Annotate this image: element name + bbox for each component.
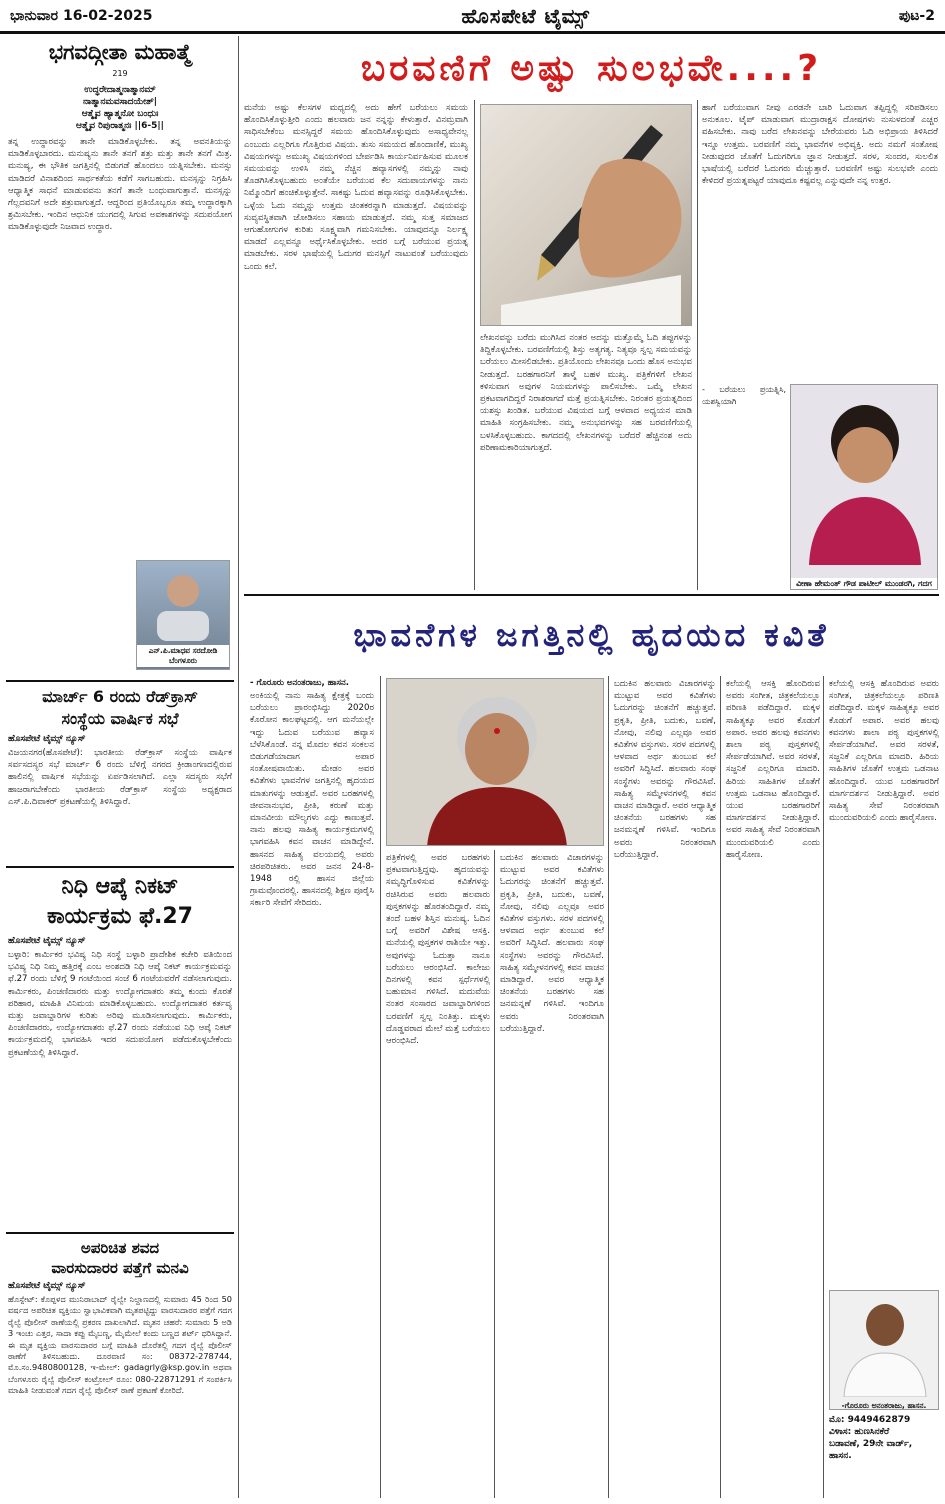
nidhi-title-line1: ನಿಧಿ ಆಪ್ಕೆ ನಿಕಟ್	[61, 874, 179, 899]
issue-date: ಭಾನುವಾರ 16-02-2025	[10, 7, 153, 24]
column-divider	[823, 676, 824, 1498]
article1-title: ಬರವಣಿಗೆ ಅಷ್ಟು ಸುಲಭವೇ....?	[360, 48, 823, 89]
article2-title: ಭಾವನೆಗಳ ಜಗತ್ತಿನಲ್ಲಿ ಹೃದಯದ ಕವಿತೆ	[353, 616, 830, 654]
article2-column-3: ಬದುಕಿನ ಹಲವಾರು ವಿಚಾರಗಳನ್ನು ಮುಟ್ಟುವ ಅವರ ಕವಿತೆಗಳು ಓದುಗರನ್ನು ಚಿಂತನೆಗೆ ಹಚ್ಚುತ್ತವೆ. ಪ್ರಕೃತಿ, ಪ್ರೀತಿ, ಬದುಕು, ಬವಣೆ, ನೋವು, ನಲಿವು ಎಲ್ಲವೂ ಅವರ ಕವಿತೆಗಳ ವಸ್ತುಗಳು. ಸರಳ ಪದಗಳಲ್ಲಿ ಆಳವಾದ ಅರ್ಥ ತುಂಬುವ ಕಲೆ ಅವರಿಗೆ ಸಿದ್ಧಿಸಿದೆ. ಹಲವಾರು ಸಂಘ ಸಂಸ್ಥೆಗಳು ಅವರನ್ನು ಗೌರವಿಸಿವೆ. ಸಾಹಿತ್ಯ ಸಮ್ಮೇಳನಗಳಲ್ಲಿ ಕವನ ವಾಚನ ಮಾಡಿದ್ದಾರೆ. ಅವರ ಆಧ್ಯಾತ್ಮಿಕ ಚಿಂತನೆಯ ಬರಹಗಳು ಸಹ ಜನಮನ್ನಣೆ ಗಳಿಸಿವೆ. ಇಂದಿಗೂ ಅವರು ನಿರಂತರವಾಗಿ ಬರೆಯುತ್ತಿದ್ದಾರೆ.	[614, 679, 716, 860]
nidhi-section	[8, 872, 232, 1212]
person-icon	[387, 679, 604, 846]
article1-column-3: ಹಾಗೆ ಬರೆಯುವಾಗ ನೀವು ಎರಡನೇ ಬಾರಿ ಓದುವಾಗ ತಪ್ಪಿದ್ದಲ್ಲಿ ಸರಿಪಡಿಸಲು ಅನುಕೂಲ. ಟೈಪ್ ಮಾಡುವಾಗ ಮುದ್ರಾರಾಕ್ಷಸ ದೋಷಗಳು ನುಸುಳದಂತೆ ಎಚ್ಚರ ವಹಿಸಬೇಕು. ನಾವು ಬರೆದ ಲೇಖನವನ್ನು ಬೇರೆಯವರು ಓದಿ ಅಭಿಪ್ರಾಯ ತಿಳಿಸಿದರೆ ಇನ್ನೂ ಉತ್ತಮ. ಬರವಣಿಗೆ ನಮ್ಮ ಭಾವನೆಗಳ ಅಭಿವ್ಯಕ್ತಿ. ಅದು ನಮಗೆ ಸಂತೋಷ ನೀಡುವುದರ ಜೊತೆಗೆ ಓದುಗರಿಗೂ ಜ್ಞಾನ ನೀಡುತ್ತದೆ. ಸರಳ, ಸುಂದರ, ಸುಲಲಿತ ಭಾಷೆಯಲ್ಲಿ ಬರೆದರೆ ಓದುಗರು ಮೆಚ್ಚುತ್ತಾರೆ. ಬರವಣಿಗೆ ಅಷ್ಟು ಸುಲಭವೇ ಎಂದು ಕೇಳಿದರೆ ಪ್ರಯತ್ನಪಟ್ಟರೆ ಯಾವುದೂ ಕಷ್ಟವಲ್ಲ ಎನ್ನುವುದೇ ನನ್ನ ಉತ್ತರ.	[702, 103, 938, 187]
pen-writing-icon	[481, 105, 692, 326]
gita-number: 219	[112, 69, 128, 78]
article1-column-1: ಮನೆಯ ಅಷ್ಟು ಕೆಲಸಗಳ ಮಧ್ಯದಲ್ಲಿ ಅದು ಹೇಗೆ ಬರೆಯಲು ಸಮಯ ಹೊಂದಿಸಿಕೊಳ್ಳುತ್ತೀರಿ ಎಂದು ಹಲವಾರು ಜನ ನನ್ನನ್ನು ಕೇಳುತ್ತಾರೆ. ವಿನಮ್ರವಾಗಿ ಸಾಧಿಸಬೇಕೆಂಬ ಮನಸ್ಸಿದ್ದರೆ ಸಮಯ ಹೊಂದಿಸಿಕೊಳ್ಳುವುದು ಅಸಾಧ್ಯವೇನಲ್ಲ ಎಂಬುದು ಎಲ್ಲರಿಗೂ ಗೊತ್ತಿರುವ ವಿಷಯ. ತುಸು ಸಮಯದ ಹೊಂದಾಣಿಕೆ, ಮುಖ್ಯ ವಿಷಯಗಳನ್ನು ಅಮುಖ್ಯ ವಿಷಯಗಳಿಂದ ಬೇರ್ಪಡಿಸಿ ಕಾರ್ಯನಿರ್ವಹಿಸುವ ಮೂಲಕ ಸಮಯವನ್ನು ಉಳಿಸಿ ನಮ್ಮ ನೆಚ್ಚಿನ ಹವ್ಯಾಸಗಳಲ್ಲಿ ನಮ್ಮನ್ನು ನಾವು ತೊಡಗಿಸಿಕೊಳ್ಳಬಹುದು ಅಂತೆಯೇ ಬರೆಯುವ ಕೆಲ ಸದುಪಾಯಗಳನ್ನು ನಾನು ನಿಮ್ಮೊಂದಿಗೆ ಹಂಚಿಕೊಳ್ಳುತ್ತೇನೆ. ಸಾಕಷ್ಟು ಓದುವ ಹವ್ಯಾಸವನ್ನು ರೂಢಿಸಿಕೊಳ್ಳಬೇಕು. ಒಳ್ಳೆಯ ಓದು ನಮ್ಮನ್ನು ಉತ್ತಮ ಚಿಂತಕರನ್ನಾಗಿ ಮಾಡುತ್ತದೆ. ವಿಷಯವನ್ನು ಸುವ್ಯವಸ್ಥಿತವಾಗಿ ಜೋಡಿಸಲು ಸಹಾಯ ಮಾಡುತ್ತದೆ. ನಮ್ಮ ಸುತ್ತ ಸಮಾಜದ ಆಗುಹೋಗುಗಳ ಕುರಿತು ಸೂಕ್ಷ್ಮವಾಗಿ ಗಮನಿಸಬೇಕು. ಯಾವುದನ್ನೂ ನಿರ್ಲಕ್ಷ್ಯ ಮಾಡದೆ ಎಲ್ಲವನ್ನೂ ಅರ್ಥೈಸಿಕೊಳ್ಳಬೇಕು. ಅದರ ಬಗ್ಗೆ ಬರೆಯುವ ಪ್ರಯತ್ನ ಮಾಡಬೇಕು. ಸರಳ ಭಾಷೆಯಲ್ಲಿ ಓದುಗರ ಮನಸ್ಸಿಗೆ ನಾಟುವಂತೆ ಬರೆಯುವುದು ಒಂದು ಕಲೆ.	[244, 103, 468, 272]
article1-column-2: ಲೇಖನವನ್ನು ಬರೆದು ಮುಗಿಸಿದ ನಂತರ ಅದನ್ನು ಮತ್ತೊಮ್ಮೆ ಓದಿ ತಪ್ಪುಗಳನ್ನು ತಿದ್ದಿಕೊಳ್ಳಬೇಕು. ಬರವಣಿಗೆಯಲ್ಲಿ ಶಿಸ್ತು ಅತ್ಯಗತ್ಯ. ನಿತ್ಯವೂ ಸ್ವಲ್ಪ ಸಮಯವನ್ನು ಬರೆಯಲು ಮೀಸಲಿಡಬೇಕು. ಪ್ರತಿಯೊಂದು ಲೇಖನವೂ ಒಂದು ಹೊಸ ಅನುಭವ ನೀಡುತ್ತದೆ. ಬರಹಗಾರನಿಗೆ ತಾಳ್ಮೆ ಬಹಳ ಮುಖ್ಯ. ಪತ್ರಿಕೆಗಳಿಗೆ ಲೇಖನ ಕಳಿಸುವಾಗ ಅವುಗಳ ನಿಯಮಗಳನ್ನು ಪಾಲಿಸಬೇಕು. ಒಮ್ಮೆ ಲೇಖನ ಪ್ರಕಟವಾಗದಿದ್ದರೆ ನಿರಾಶರಾಗದೆ ಮತ್ತೆ ಪ್ರಯತ್ನಿಸಬೇಕು. ನಿರಂತರ ಪ್ರಯತ್ನದಿಂದ ಯಶಸ್ಸು ಖಂಡಿತ. ಬರೆಯುವ ವಿಷಯದ ಬಗ್ಗೆ ಆಳವಾದ ಅಧ್ಯಯನ ಮಾಡಿ ಮಾಹಿತಿ ಸಂಗ್ರಹಿಸಬೇಕು. ನಮ್ಮ ಅನುಭವಗಳನ್ನು ಸಹ ಬರವಣಿಗೆಯಲ್ಲಿ ಬಳಸಿಕೊಳ್ಳಬಹುದು. ಕಾಗದದಲ್ಲಿ ಲೇಖನಗಳನ್ನು ಬರೆದರೆ ಹೆಚ್ಚಿನಂಶ ಅದು ಪರಿಣಾಮಕಾರಿಯಾಗುತ್ತದೆ.	[480, 333, 692, 453]
author-photo	[829, 1290, 939, 1410]
author-photo	[136, 560, 230, 670]
news-kicker: ಹೊಸಪೇಟೆ ಟೈಮ್ಸ್ ನ್ಯೂಸ್	[8, 936, 86, 946]
gita-verse	[8, 84, 232, 132]
author-caption: ವೀಣಾ ಹೇಮಂತ್ ಗೌಡ ಪಾಟೀಲ್ ಮುಂಡರಗಿ, ಗದಗ	[791, 578, 937, 589]
page-number: ಪುಟ-2	[898, 7, 935, 24]
column-divider	[380, 676, 381, 1498]
article1-signoff: - ಬರೆಯಲು ಪ್ರಯತ್ನಿಸಿ, ಯಶಸ್ವಿಯಾಗಿ	[702, 385, 786, 407]
corpse-title-line2: ವಾರಸುದಾರರ ಪತ್ತೆಗೆ ಮನವಿ	[51, 1259, 189, 1277]
column-divider	[494, 850, 495, 1498]
news-kicker: ಹೊಸಪೇಟೆ ಟೈಮ್ಸ್ ನ್ಯೂಸ್	[8, 1281, 86, 1291]
article2-column-1: ಅಂಕಿಯಲ್ಲಿ ನಾನು ಸಾಹಿತ್ಯ ಕ್ಷೇತ್ರಕ್ಕೆ ಬಂದು ಬರೆಯಲು ಪ್ರಾರಂಭಿಸಿದ್ದು 2020ರ ಕೊರೋನ ಕಾಲಘಟ್ಟದಲ್ಲಿ. ಆಗ ಮನೆಯಲ್ಲೇ ಇದ್ದು ಓದುವ ಬರೆಯುವ ಹವ್ಯಾಸ ಬೆಳೆಸಿಕೊಂಡೆ. ನನ್ನ ಮೊದಲ ಕವನ ಸಂಕಲನ ಬಿಡುಗಡೆಯಾದಾಗ ಅಪಾರ ಸಂತೋಷವಾಯಿತು. ಮೇಡಂ ಅವರ ಕವಿತೆಗಳು ಭಾವನೆಗಳ ಜಗತ್ತಿನಲ್ಲಿ ಹೃದಯದ ಮಾತುಗಳನ್ನು ಆಡುತ್ತವೆ. ಅವರ ಬರಹಗಳಲ್ಲಿ ಜೀವನಾನುಭವ, ಪ್ರೀತಿ, ಕರುಣೆ ಮತ್ತು ಮಾನವೀಯ ಮೌಲ್ಯಗಳು ಎದ್ದು ಕಾಣುತ್ತವೆ. ನಾನು ಹಲವು ಸಾಹಿತ್ಯ ಕಾರ್ಯಕ್ರಮಗಳಲ್ಲಿ ಭಾಗವಹಿಸಿ ಕವನ ವಾಚನ ಮಾಡಿದ್ದೇನೆ. ಹಾಸನದ ಸಾಹಿತ್ಯ ವಲಯದಲ್ಲಿ ಅವರು ಚಿರಪರಿಚಿತರು. ಅವರ ಜನನ 24-8-1948 ರಲ್ಲಿ ಹಾಸನ ಜಿಲ್ಲೆಯ ಗ್ರಾಮವೊಂದರಲ್ಲಿ. ಹಾಸನದಲ್ಲಿ ಶಿಕ್ಷಣ ಪೂರೈಸಿ ಸರ್ಕಾರಿ ಸೇವೆಗೆ ಸೇರಿದರು.	[250, 691, 374, 909]
gita-title: ಭಗವದ್ಗೀತಾ ಮಹಾತ್ಮೆ	[48, 40, 192, 64]
masthead	[0, 0, 945, 34]
article1-headline-box	[244, 40, 939, 98]
column-divider	[697, 100, 698, 590]
article2-column-5: ಕಲೆಯಲ್ಲಿ ಆಸಕ್ತಿ ಹೊಂದಿರುವ ಅವರು ಸಂಗೀತ, ಚಿತ್ರಕಲೆಯಲ್ಲೂ ಪರಿಣತಿ ಪಡೆದಿದ್ದಾರೆ. ಮಕ್ಕಳ ಸಾಹಿತ್ಯಕ್ಕೂ ಅವರ ಕೊಡುಗೆ ಅಪಾರ. ಅವರ ಹಲವು ಕವನಗಳು ಶಾಲಾ ಪಠ್ಯ ಪುಸ್ತಕಗಳಲ್ಲಿ ಸೇರ್ಪಡೆಯಾಗಿವೆ. ಅವರ ಸರಳತೆ, ಸಜ್ಜನಿಕೆ ಎಲ್ಲರಿಗೂ ಮಾದರಿ. ಹಿರಿಯ ಸಾಹಿತಿಗಳ ಜೊತೆಗೆ ಉತ್ತಮ ಒಡನಾಟ ಹೊಂದಿದ್ದಾರೆ. ಯುವ ಬರಹಗಾರರಿಗೆ ಮಾರ್ಗದರ್ಶನ ನೀಡುತ್ತಿದ್ದಾರೆ. ಅವರ ಸಾಹಿತ್ಯ ಸೇವೆ ನಿರಂತರವಾಗಿ ಮುಂದುವರಿಯಲಿ ಎಂದು ಹಾರೈಸೋಣ.	[829, 679, 939, 824]
verse-line: ಉದ್ಧರೇದಾತ್ಮನಾತ್ಮಾನಮ್	[84, 85, 156, 95]
section-rule	[244, 594, 939, 596]
redcross-title-line2: ಸಂಸ್ಥೆಯ ವಾರ್ಷಿಕ ಸಭೆ	[61, 709, 179, 728]
article2-column-1-wrap	[250, 678, 374, 1498]
corpse-title-line1: ಅಪರಿಚಿತ ಶವದ	[80, 1239, 160, 1257]
contact-line: ವಿಳಾಸ: ಹುಣಸಿನಕೆರೆ	[829, 1427, 890, 1437]
column-divider	[474, 100, 475, 590]
poet-photo	[386, 678, 604, 846]
article2-headline-box	[244, 600, 939, 670]
gita-section	[8, 38, 232, 676]
column-divider	[608, 676, 609, 1498]
contact-line: ಹಾಸನ.	[829, 1451, 852, 1461]
verse-line: ನಾತ್ಮಾನಮವಸಾದಯೇತ್|	[82, 97, 158, 107]
writing-hand-photo	[480, 104, 692, 326]
verse-line: ಆತ್ಮೈವ ಹ್ಯಾತ್ಮನೋ ಬಂಧುಃ	[81, 109, 159, 119]
contact-line: ಮೊ: 9449462879	[829, 1415, 911, 1425]
corpse-section	[8, 1238, 232, 1500]
redcross-section	[8, 686, 232, 856]
column-divider	[720, 676, 721, 1498]
nidhi-body: ಬಳ್ಳಾರಿ: ಕಾರ್ಮಿಕರ ಭವಿಷ್ಯ ನಿಧಿ ಸಂಸ್ಥೆ ಬಳ್ಳಾರಿ ಪ್ರಾದೇಶಿಕ ಕಚೇರಿ ವತಿಯಿಂದ ಭವಿಷ್ಯ ನಿಧಿ ನಿಮ್ಮ ಹತ್ತಿರಕ್ಕೆ ಎಂಬ ಅಂಶದಡಿ ನಿಧಿ ಆಪ್ಕೆ ನಿಕಟ್ ಕಾರ್ಯಕ್ರಮವನ್ನು ಫೆ.27 ರಂದು ಬೆಳಿಗ್ಗೆ 9 ಗಂಟೆಯಿಂದ ಸಂಜೆ 6 ಗಂಟೆಯವರೆಗೆ ನಡೆಸಲಾಗುವುದು. ಕಾರ್ಮಿಕರು, ಪಿಂಚಣಿದಾರರು ಮತ್ತು ಉದ್ಯೋಗದಾತರು ತಮ್ಮ ಕುಂದು ಕೊರತೆ ಪರಿಹಾರ, ಮಾಹಿತಿ ವಿನಿಮಯ ಮಾಡಿಕೊಳ್ಳಬಹುದು. ಉದ್ಯೋಗದಾತರ ಕರ್ತವ್ಯ ಮತ್ತು ಜವಾಬ್ದಾರಿಗಳ ಕುರಿತು ಅರಿವು ಮೂಡಿಸಲಾಗುವುದು. ಕಾರ್ಮಿಕರು, ಪಿಂಚಣಿದಾರರು, ಉದ್ಯೋಗದಾತರು ಫೆ.27 ರಂದು ನಡೆಯುವ ನಿಧಿ ಆಪ್ಕೆ ನಿಕಟ್ ಕಾರ್ಯಕ್ರಮದಲ್ಲಿ ಭಾಗವಹಿಸಿ ಇದರ ಸದುಪಯೋಗ ಪಡೆದುಕೊಳ್ಳಬೇಕೆಂದು ಪ್ರಕಟಣೆಯಲ್ಲಿ ತಿಳಿಸಿದ್ದಾರೆ.	[8, 950, 232, 1058]
article2-column-2: ಪತ್ರಿಕೆಗಳಲ್ಲಿ ಅವರ ಬರಹಗಳು ಪ್ರಕಟವಾಗುತ್ತಿದ್ದವು. ಹೃದಯವನ್ನು ಸಮೃದ್ಧಿಗೊಳಿಸುವ ಕವಿತೆಗಳನ್ನು ರಚಿಸಿರುವ ಅವರು ಹಲವಾರು ಪುಸ್ತಕಗಳನ್ನು ಹೊರತಂದಿದ್ದಾರೆ. ನಮ್ಮ ತಂದೆ ಬಹಳ ಶಿಸ್ತಿನ ಮನುಷ್ಯ. ಓದಿನ ಬಗ್ಗೆ ಅವರಿಗೆ ವಿಶೇಷ ಆಸಕ್ತಿ. ಮನೆಯಲ್ಲಿ ಪುಸ್ತಕಗಳ ರಾಶಿಯೇ ಇತ್ತು. ಅವುಗಳನ್ನು ಓದುತ್ತಾ ನಾನೂ ಬರೆಯಲು ಆರಂಭಿಸಿದೆ. ಕಾಲೇಜು ದಿನಗಳಲ್ಲಿ ಕವನ ಸ್ಪರ್ಧೆಗಳಲ್ಲಿ ಬಹುಮಾನ ಗಳಿಸಿದೆ. ಮದುವೆಯ ನಂತರ ಸಂಸಾರದ ಜವಾಬ್ದಾರಿಗಳಿಂದ ಬರವಣಿಗೆ ಸ್ವಲ್ಪ ನಿಂತಿತ್ತು. ಮಕ್ಕಳು ದೊಡ್ಡವರಾದ ಮೇಲೆ ಮತ್ತೆ ಬರೆಯಲು ಆರಂಭಿಸಿದೆ.	[386, 853, 490, 1047]
author-photo	[790, 384, 938, 590]
contact-line: ಬಡಾವಣೆ, 29ನೇ ವಾರ್ಡ್,	[829, 1439, 913, 1449]
author-contact	[829, 1414, 941, 1498]
news-kicker: ಹೊಸಪೇಟೆ ಟೈಮ್ಸ್ ನ್ಯೂಸ್	[8, 734, 86, 744]
article2-column-4: ಕಲೆಯಲ್ಲಿ ಆಸಕ್ತಿ ಹೊಂದಿರುವ ಅವರು ಸಂಗೀತ, ಚಿತ್ರಕಲೆಯಲ್ಲೂ ಪರಿಣತಿ ಪಡೆದಿದ್ದಾರೆ. ಮಕ್ಕಳ ಸಾಹಿತ್ಯಕ್ಕೂ ಅವರ ಕೊಡುಗೆ ಅಪಾರ. ಅವರ ಹಲವು ಕವನಗಳು ಶಾಲಾ ಪಠ್ಯ ಪುಸ್ತಕಗಳಲ್ಲಿ ಸೇರ್ಪಡೆಯಾಗಿವೆ. ಅವರ ಸರಳತೆ, ಸಜ್ಜನಿಕೆ ಎಲ್ಲರಿಗೂ ಮಾದರಿ. ಹಿರಿಯ ಸಾಹಿತಿಗಳ ಜೊತೆಗೆ ಉತ್ತಮ ಒಡನಾಟ ಹೊಂದಿದ್ದಾರೆ. ಯುವ ಬರಹಗಾರರಿಗೆ ಮಾರ್ಗದರ್ಶನ ನೀಡುತ್ತಿದ್ದಾರೆ. ಅವರ ಸಾಹಿತ್ಯ ಸೇವೆ ನಿರಂತರವಾಗಿ ಮುಂದುವರಿಯಲಿ ಎಂದು ಹಾರೈಸೋಣ.	[726, 679, 820, 860]
redcross-title-line1: ಮಾರ್ಚ್ 6 ರಂದು ರೆಡ್‌ಕ್ರಾಸ್	[42, 687, 198, 706]
redcross-body: ವಿಜಯನಗರ(ಹೊಸಪೇಟೆ): ಭಾರತೀಯ ರೆಡ್‌ಕ್ರಾಸ್ ಸಂಸ್ಥೆಯ ವಾರ್ಷಿಕ ಸರ್ವಸದಸ್ಯರ ಸಭೆ ಮಾರ್ಚ್ 6 ರಂದು ಬೆಳಿಗ್ಗೆ ನಗರದ ಕ್ರೀಡಾಂಗಣದಲ್ಲಿರುವ ಹಾಲಿನಲ್ಲಿ ವಾರ್ಷಿಕ ಸಭೆಯನ್ನು ಏರ್ಪಡಿಸಲಾಗಿದೆ. ಎಲ್ಲಾ ಸದಸ್ಯರು ಸಭೆಗೆ ಹಾಜರಾಗಬೇಕೆಂದು ಭಾರತೀಯ ರೆಡ್‌ಕ್ರಾಸ್ ಸಂಸ್ಥೆಯ ಅಧ್ಯಕ್ಷರಾದ ಎಸ್.ಪಿ.ದಿವಾಕರ್ ಪ್ರಕಟಣೆಯಲ್ಲಿ ತಿಳಿಸಿದ್ದಾರೆ.	[8, 748, 232, 807]
section-rule	[6, 866, 234, 868]
author-caption: ಎನ್.ಪಿ.ಮಾಧವ ಸರದೋಡಿ ಬೆಂಗಳೂರು	[137, 645, 229, 667]
nidhi-title-line2: ಕಾರ್ಯಕ್ರಮ ಫೆ.27	[47, 904, 193, 929]
newspaper-name: ಹೊಸಪೇಟೆ ಟೈಮ್ಸ್	[461, 3, 591, 28]
corpse-body: ಹೊಸ್ಪೇಟ್: ಕೊಪ್ಪಳದ ಮುನಿರಾಬಾದ್ ರೈಲ್ವೇ ನಿಲ್ದಾಣದಲ್ಲಿ ಸುಮಾರು 45 ರಿಂದ 50 ವರ್ಷದ ಅಪರಿಚಿತ ವ್ಯಕ್ತಿಯು ಸ್ವಾಭಾವಿಕವಾಗಿ ಮೃತಪಟ್ಟಿದ್ದು ವಾರಸುದಾರರ ಪತ್ತೆಗೆ ಗದಗ ರೈಲ್ವೆ ಪೊಲೀಸ್ ಠಾಣೆಯಲ್ಲಿ ಪ್ರಕರಣ ದಾಖಲಾಗಿದೆ. ಮೃತನ ಚಹರೆ: ಸುಮಾರು 5 ಅಡಿ 3 ಇಂಚು ಎತ್ತರ, ಸಾದಾ ಕಪ್ಪು ಮೈಬಣ್ಣ, ಮೈಮೇಲೆ ಕಂದು ಬಣ್ಣದ ಶರ್ಟ್ ಧರಿಸಿದ್ದಾನೆ. ಈ ಮೃತ ವ್ಯಕ್ತಿಯ ವಾರಸುದಾರರ ಬಗ್ಗೆ ಮಾಹಿತಿ ದೊರೆತಲ್ಲಿ ಗದಗ ರೈಲ್ವೆ ಪೊಲೀಸ್ ಠಾಣೆಗೆ ತಿಳಿಸಬಹುದು. ದೂರವಾಣಿ ಸಂ: 08372-278744, ಮೊ.ಸಂ.9480800128, ಇ-ಮೇಲ್: gadagrly@ksp.gov.in ಅಥವಾ ಬೆಂಗಳೂರು ರೈಲ್ವೆ ಪೊಲೀಸ್ ಕಂಟ್ರೋಲ್ ರೂಂ: 080-22871291 ಗೆ ಸಂಪರ್ಕಿಸಿ ಮಾಹಿತಿ ನೀಡುವಂತೆ ಗದಗ ರೈಲ್ವೆ ಪೊಲೀಸ್ ಠಾಣೆ ಪ್ರಕಟಣೆ ಕೋರಿದೆ.	[8, 1294, 232, 1396]
person-icon	[137, 561, 229, 641]
person-icon	[791, 385, 938, 565]
person-icon	[830, 1291, 939, 1397]
article2-column-2b: ಬದುಕಿನ ಹಲವಾರು ವಿಚಾರಗಳನ್ನು ಮುಟ್ಟುವ ಅವರ ಕವಿತೆಗಳು ಓದುಗರನ್ನು ಚಿಂತನೆಗೆ ಹಚ್ಚುತ್ತವೆ. ಪ್ರಕೃತಿ, ಪ್ರೀತಿ, ಬದುಕು, ಬವಣೆ, ನೋವು, ನಲಿವು ಎಲ್ಲವೂ ಅವರ ಕವಿತೆಗಳ ವಸ್ತುಗಳು. ಸರಳ ಪದಗಳಲ್ಲಿ ಆಳವಾದ ಅರ್ಥ ತುಂಬುವ ಕಲೆ ಅವರಿಗೆ ಸಿದ್ಧಿಸಿದೆ. ಹಲವಾರು ಸಂಘ ಸಂಸ್ಥೆಗಳು ಅವರನ್ನು ಗೌರವಿಸಿವೆ. ಸಾಹಿತ್ಯ ಸಮ್ಮೇಳನಗಳಲ್ಲಿ ಕವನ ವಾಚನ ಮಾಡಿದ್ದಾರೆ. ಅವರ ಆಧ್ಯಾತ್ಮಿಕ ಚಿಂತನೆಯ ಬರಹಗಳು ಸಹ ಜನಮನ್ನಣೆ ಗಳಿಸಿವೆ. ಇಂದಿಗೂ ಅವರು ನಿರಂತರವಾಗಿ ಬರೆಯುತ್ತಿದ್ದಾರೆ.	[500, 853, 604, 1034]
author-caption: -ಗೊರೂರು ಅನಂತರಾಜು, ಹಾಸನ.	[841, 1401, 927, 1410]
verse-line: ಆತ್ಮೈವ ರಿಪುರಾತ್ಮನಃ ||6-5||	[76, 121, 164, 131]
article2-byline: - ಗೊರೂರು ಅನಂತರಾಜು, ಹಾಸನ.	[250, 678, 349, 688]
gita-body: ತನ್ನ ಉದ್ಧಾರವನ್ನು ತಾನೇ ಮಾಡಿಕೊಳ್ಳಬೇಕು. ತನ್ನ ಅವನತಿಯನ್ನು ಮಾಡಿಕೊಳ್ಳಬಾರದು. ಮನುಷ್ಯನು ತಾನೇ ತನಗೆ ಶತ್ರು ಮತ್ತು ತಾನೇ ತನಗೆ ಮಿತ್ರ. ಮನುಷ್ಯ, ಈ ಭೌತಿಕ ಜಗತ್ತಿನಲ್ಲಿ ಬಿಡುಗಡೆ ಹೊಂದಲು ಯತ್ನಿಸಬೇಕು. ಮನಸ್ಸು ಮಾಡಿದರೆ ವಿನಾಶದಿಂದ ಸಾರ್ಥಕತೆಯ ಕಡೆಗೆ ಸಾಗಬಹುದು. ಮನಸ್ಸನ್ನು ನಿಗ್ರಹಿಸಿ ಆಧ್ಯಾತ್ಮಿಕ ಸಾಧನೆ ಮಾಡುವವನು ತನಗೆ ತಾನೇ ಬಂಧುವಾಗುತ್ತಾನೆ. ಮನಸ್ಸನ್ನು ಗೆಲ್ಲದವನಿಗೆ ಅದೇ ಶತ್ರುವಾಗುತ್ತದೆ. ಆದ್ದರಿಂದ ಪ್ರತಿಯೊಬ್ಬರೂ ತಮ್ಮ ಉದ್ಧಾರಕ್ಕಾಗಿ ಶ್ರಮಿಸಬೇಕು. ಇಂದಿನ ಆಧುನಿಕ ಯುಗದಲ್ಲಿ ಸಿಗುವ ಅವಕಾಶಗಳನ್ನು ಸದುಪಯೋಗ ಮಾಡಿಕೊಳ್ಳುವುದೇ ನಿಜವಾದ ಉದ್ಧಾರ.	[8, 137, 232, 233]
section-rule	[6, 680, 234, 682]
column-divider	[238, 36, 239, 1498]
section-rule	[6, 1232, 234, 1234]
